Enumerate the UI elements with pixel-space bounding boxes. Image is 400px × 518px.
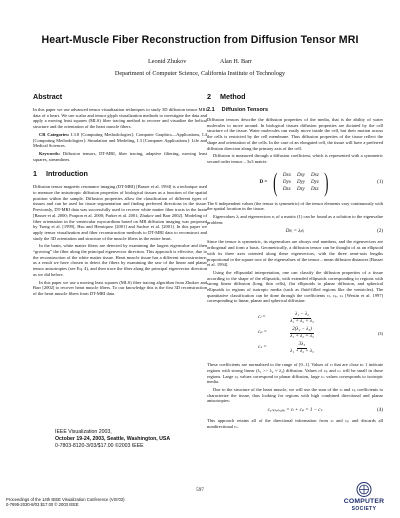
matrix-cell: Dxy [296,173,306,179]
method-paragraph: Since the tensor is symmetric, its eigenvalues are always real numbers, and the eigenvectors are orthogonal and form a basis. Geometrically, a diffusion tensor can be thought of as an ellipsoid with its three axes oriented along these eigenvectors, with the three semi-axis lengths proportional to the square root of the eigenvalues of the tensor – mean diffusion distances [Basser et al. 1994]. [207,239,383,268]
abstract-heading: Abstract [33,92,63,101]
keywords-label: Keywords: [39,150,60,156]
abstract-body: In this paper we use advanced tensor visualization techniques to study 3D diffusion tensor MRI data of a heart. We use scalar and tensor glyph visualization methods to investigate the data and apply a moving least squares (MLS) fiber tracing method to recover and visualize the helical structure and the orientation of the heart muscle fibers. [33,107,207,130]
method-paragraph: Due to the structure of the heart muscle, we will use the sum of the cₗ and cₚ coefficients to characterize the tissue, thus looking for regions with high combined directional and planar anisotropies: [207,386,383,404]
equation-number: (3) [377,331,383,337]
matrix-cell: Dyy [296,180,306,186]
computer-society-logo [336,482,392,514]
bracket-left-icon: ( [273,167,278,197]
method-paragraph: Diffusion is measured through a diffusion coefficient, which is represented with a symmetric second order tensor – 3x3 matrix: [207,153,383,164]
conference-line: October 19-24, 2003, Seattle, Washington, USA [55,435,171,442]
matrix-cell: Dxx [282,173,291,179]
conference-info [55,429,170,449]
method-paragraph: The 6 independent values (the tensor is symmetric) of the tensor elements vary continuously with the spatial location in the tissue. [207,200,383,212]
matrix-cell: Dxz [311,173,319,179]
method-heading [207,92,383,101]
footer-line: 0-7695-2030-8/03 $17.00 © 2003 IEEE [6,502,79,508]
proceedings-footer [6,497,125,507]
matrix-cell: Dzx [282,187,291,193]
method-paragraph: Using the ellipsoidal interpretation, one can classify the diffusion properties of a tissue according to the shape of the ellipsoids, with extended ellipsoids corresponding to regions with strong linear diffusion (long, thin cells), flat ellipsoids to planar diffusion, and spherical ellipsoids to regions of isotropic media (such as fluid-filled regions like the ventricles). The quantitative classification can be done through the coefficients cₗ, cₚ, cₛ [Westin et al. 1997] corresponding to linear, planar and spherical diffusion: [207,269,383,304]
numerator: 2(λ₂ − λ₃) [292,326,312,332]
cr-categories [33,132,207,149]
equation-lhs: D = [259,179,268,185]
logo-text: COMPUTER [343,498,385,505]
keywords [33,151,207,162]
section-title: Method [220,92,246,101]
fraction [272,312,332,325]
equation-number: (2) [377,229,383,235]
intro-paragraph-3: In this paper we use a moving least squares (MLS) fiber tracing algorithm from Zhukov and Barr [2002] to recover heart muscle fibers. To our knowledge this is the first 3D reconstruction of the heart muscle fibers from DT-MRI data. [33,279,207,296]
paper-title: Heart-Muscle Fiber Reconstruction from Diffusion Tensor MRI [41,34,359,46]
equation-4 [207,407,383,415]
conference-line: IEEE Visualization 2003, [55,429,112,435]
tensor-matrix [280,172,322,193]
section-title: Introduction [46,169,88,179]
equation-number: (1) [377,179,383,185]
coefficient-equations [207,307,383,359]
page-number: 597 [196,487,204,493]
intro-paragraph-2: In the brain, white matter fibers are detected by examining the largest eigenvalue and then “growing” the fiber along the principal eigenvector direction. This approach is effective, due to the reconstruction of the white matter tissue. Heart muscle tissue has a different microstructure, as a result we have chosen to detect the fibers by examining the saw of the linear and planar tensor anisotropies (see Eq. 4), and then trace the fiber along the principal eigenvector direction as we did before. [33,243,207,277]
matrix-cell: Dzy [296,187,305,193]
denominator: λ₁ + λ₂ + λ₃ [290,333,314,339]
right-column [207,92,383,432]
left-column [33,92,207,299]
numerator: λ₁ − λ₂ [295,311,309,317]
author-name: Leonid Zhukov [147,58,187,65]
matrix-cell: Dyz [311,180,319,186]
cr-text: I.3.8 [Computing Methodologies]: Computer Graphics—Applications, I.4 [Computing Methodologies]: Simulation and Modeling, I.3 [Computer Applications]: Life and Medical Sciences. [33,131,208,149]
bracket-right-icon: ) [323,167,329,197]
subsection-heading [207,107,383,114]
section-number: 2 [207,92,211,101]
footer-line: Proceedings of the 14th IEEE Visualization Conference (VIS'03) [6,497,125,502]
method-paragraph: This approach retains all of the directional information from cₗ and cₚ and discards all nondirectional cₛ. [207,418,383,429]
cr-label: CR Categories: [39,131,70,137]
affiliation: Department of Computer Science, California Institute of Technology [114,70,286,77]
fraction [272,342,332,355]
subsection-number: 2.1 [207,107,215,113]
equation-1 [207,168,383,198]
equation-body: cₐₙᵢₛₒₜᵣₒₚᵧ = cₗ + cₚ = 1 − cₛ [267,408,323,414]
method-paragraph: Diffusion tensors describe the diffusion properties of the media, that is the ability of water molecules to move around. In biological tissues diffusion properties are dictated by the cell structure of the tissue. Water molecules can easily move inside the cell, but their motion across the cells is restricted by the cell membrane. Thus diffusion properties of the tissue reflect the shape and orientation of the cells. In the case of an elongated cell, the tissue will have a preferred diffusion direction along the primary axis of the cell. [207,117,383,151]
equation-number: (4) [377,408,383,414]
conference-line: 0-7803-8120-3/03/$17.00 ©2003 IEEE [55,442,144,449]
equation-lhs: cₗ = [258,315,266,321]
equation-2 [207,228,383,236]
method-paragraph: Eigenvalues λᵢ and eigenvectors eᵢ of a matrix (1) can be found as a solution to the eigenvalue problem: [207,214,383,225]
author-name: Alan H. Barr [219,58,252,65]
author-list [0,58,400,65]
matrix-cell: Dzz [311,187,319,193]
equation-body: Deᵢ = λᵢeᵢ [285,229,305,235]
denominator: λ₁ + λ₂ + λ₃ [290,348,314,354]
equation-lhs: cₛ = [258,345,267,351]
intro-paragraph-1: Diffusion tensor magnetic resonance imaging (DT-MRI) [Basser et al. 1994] is a technique used to measure the anisotropic diffusion properties of biological tissues as a function of the spatial position within the sample. Diffusion properties allow the classification of different types of tissues and can be used for tissue segmentation and finding preferred directions in the tissue. Previously, DT-MRI data was successfully used to recover white matter fiber tracts in the brain [Basser et al. 2000; Poupon et al. 2000; Parker et al. 2001; Zhukov and Barr 2002]. Modeling of fiber orientation in the ventricular myocardium based on MR diffusion imaging was proposed by Tseng et al. [1999], Hsu and Henriquez [2001] and Sachse et al. [2001]. In this paper we apply tensor visualization and fiber reconstruction methods to DT-MRI data to reconstruct and study the 3D orientation and structure of the muscle fibers in the entire heart. [33,184,207,241]
intro-heading [33,169,207,178]
numerator: 3λ₃ [298,341,306,347]
section-number: 1 [33,169,37,179]
matrix-cell: Dyx [282,180,291,186]
logo-text: SOCIETY [351,506,377,512]
equation-3 [207,307,383,359]
equation-lhs: cₚ = [258,330,267,336]
method-paragraph: These coefficients are normalized to the range of [0..1]. Values of cₗ that are close to 1 indicate regions with strong linear (λ₁ >> λ₂ ≈ λ₃) diffusion. Values of cₚ and cₛ will be small in those regions. Large cₚ values correspond to planar diffusion, large cₛ values corresponds to isotropic media. [207,362,383,385]
denominator: λ₁ + λ₂ + λ₃ [290,318,314,324]
keywords-text: Diffusion tensors, DT-MRI, fiber tracing, adaptive filtering, moving least squares, streamlines. [33,150,207,162]
subsection-title: Diffusion Tensors [221,107,269,113]
fraction [272,327,332,340]
society-emblem-icon [356,482,372,497]
